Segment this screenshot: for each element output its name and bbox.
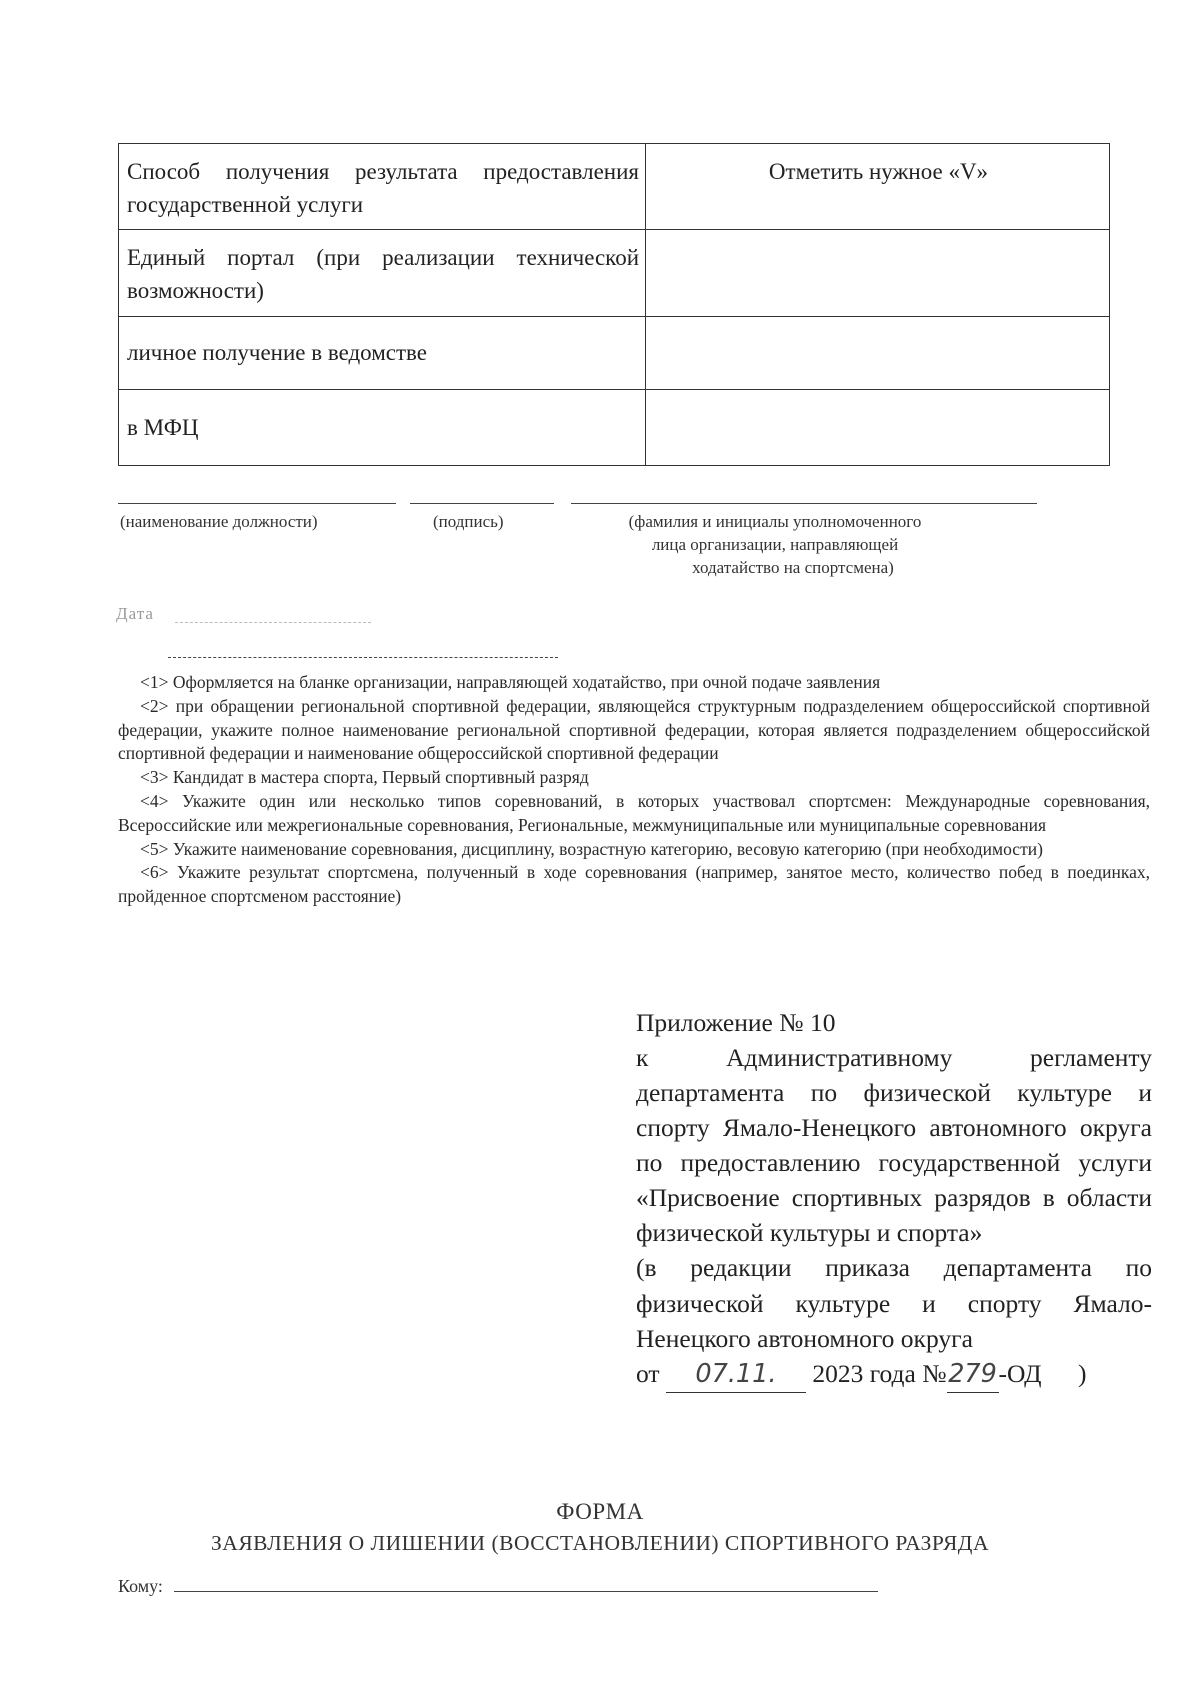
table-row [119, 316, 1110, 389]
method-option-in-person: личное получение в ведомстве [119, 316, 646, 389]
name-caption-line-3: ходатайство на спортсмена) [692, 557, 894, 577]
mark-cell-in-person[interactable] [646, 316, 1110, 389]
signature-line[interactable] [410, 503, 554, 504]
year-text: 2023 года № [812, 1358, 947, 1388]
footnote-2: <2> при обращении региональной спортивной федерации, являющейся структурным подразделением общероссийской спортивной федерации, укажите полное наименование региональной спортивной федерации, которая является подразделением общероссийской спортивной федерации и наименование общероссийской спортивной федерации [118, 695, 1150, 764]
table-header-row [119, 144, 1110, 230]
name-caption [580, 511, 970, 580]
signature-caption: (подпись) [433, 512, 504, 531]
appendix-title: Приложение № 10 [636, 1008, 836, 1037]
order-suffix: -ОД [998, 1358, 1042, 1388]
form-subtitle: ЗАЯВЛЕНИЯ О ЛИШЕНИИ (ВОССТАНОВЛЕНИИ) СПОРТИВНОГО РАЗРЯДА [211, 1531, 989, 1555]
mark-cell-mfc[interactable] [646, 389, 1110, 465]
order-reference [636, 1356, 1152, 1393]
mark-cell-portal[interactable] [646, 230, 1110, 316]
name-caption-line-1: (фамилия и инициалы уполномоченного [628, 512, 922, 531]
footnote-separator [168, 657, 558, 658]
method-column-header: Способ получения результата предоставления государственной услуги [119, 144, 646, 230]
result-method-table [118, 143, 1110, 466]
footnote-5: <5> Укажите наименование соревнования, дисциплину, возрастную категорию, весовую категорию (при необходимости) [140, 838, 1043, 859]
table-row [119, 230, 1110, 316]
footnote-1: <1> Оформляется на бланке организации, направляющей ходатайство, при очной подаче заявления [140, 672, 881, 692]
appendix-header [636, 1005, 1152, 1393]
footnote-6: <6> Укажите результат спортсмена, полученный в ходе соревнования (например, занятое место, количество побед в поединках, пройденное спортсменом расстояние) [118, 862, 1150, 907]
position-line[interactable] [118, 503, 396, 504]
footnote-4: <4> Укажите один или несколько типов соревнований, в которых участвовал спортсмен: Международные соревнования, Всероссийские или межрегиональные соревнования, Региональные, межмуниципальные или муниципальные соревнования [118, 790, 1150, 835]
footnote-3: <3> Кандидат в мастера спорта, Первый спортивный разряд [140, 767, 589, 788]
table-row [119, 389, 1110, 465]
appendix-edition: (в редакции приказа департамента по физической культуре и спорту Ямало-Ненецкого автономного округа [636, 1253, 1152, 1353]
order-number-handwritten: 279 [947, 1357, 999, 1393]
date-label: Дата [116, 604, 154, 623]
to-line[interactable] [174, 1591, 878, 1592]
name-line[interactable] [571, 503, 1037, 504]
form-title: ФОРМА [556, 1499, 644, 1524]
method-option-portal: Единый портал (при реализации технической возможности) [119, 230, 646, 316]
close-paren: ) [1077, 1358, 1087, 1388]
order-date-handwritten: 07.11. [666, 1357, 806, 1393]
date-line[interactable] [175, 622, 371, 623]
name-caption-line-2: лица организации, направляющей [651, 534, 899, 554]
method-option-mfc: в МФЦ [119, 389, 646, 465]
from-label: от [636, 1358, 660, 1388]
footnotes [118, 671, 1150, 909]
to-label: Кому: [118, 1576, 163, 1596]
position-caption: (наименование должности) [120, 512, 318, 531]
appendix-body: к Административному регламенту департамента по физической культуре и спорту Ямало-Ненецкого автономного округа по предоставлению государственной услуги «Присвоение спортивных разрядов в области физической культуры и спорта» [636, 1043, 1152, 1248]
mark-column-header: Отметить нужное «V» [646, 144, 1110, 230]
